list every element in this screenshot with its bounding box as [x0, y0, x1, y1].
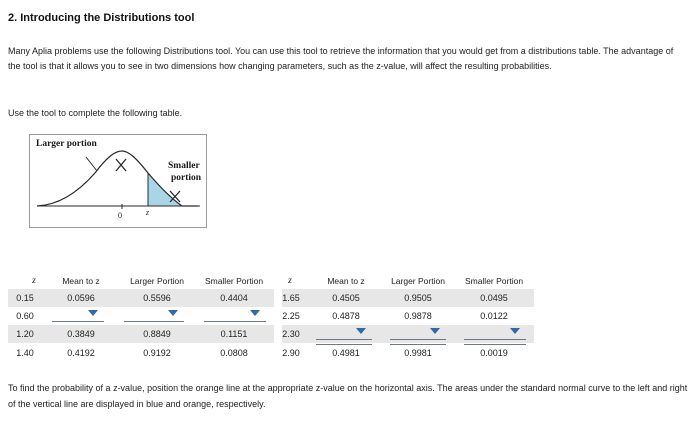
table-cell: 0.9878: [404, 311, 432, 321]
table-cell: 0.0808: [220, 348, 248, 358]
table-cell: 0.60: [16, 311, 34, 321]
table-cell: 2.25: [282, 311, 300, 321]
table-cell: 0.4404: [220, 293, 248, 303]
header-z: z: [32, 276, 36, 286]
table-cell: 0.4878: [332, 311, 360, 321]
intro-paragraph: Many Aplia problems use the following Distributions tool. You can use this tool to retrieve the information that you would get from a distributions table. The advantage of the tool is that it allows you to see in two dimensions how changing parameters, such as the z-value, will affect the resulting probabilities.: [8, 46, 674, 71]
larger-portion-dropdown-row2[interactable]: [124, 307, 184, 322]
answer-underline: [390, 344, 446, 345]
pointer-larger: [86, 157, 97, 171]
table-cell: 0.5596: [143, 293, 171, 303]
smaller-portion-label-2: portion: [171, 173, 202, 183]
header-larger-portion: Larger Portion: [130, 276, 184, 286]
table-cell: 0.4981: [332, 348, 360, 358]
table-cell: 1.65: [282, 293, 300, 303]
chevron-down-icon: [356, 328, 366, 334]
table-cell: 1.40: [16, 348, 34, 358]
smaller-portion-dropdown-row2[interactable]: [204, 307, 266, 322]
header-smaller-portion: Smaller Portion: [204, 276, 264, 286]
axis-z-label: z: [146, 208, 150, 217]
table-cell: 2.90: [282, 348, 300, 358]
mean-to-z-dropdown-row2[interactable]: [52, 307, 104, 322]
instruction-text: Use the tool to complete the following table.: [8, 108, 183, 118]
distribution-table: [0, 270, 700, 370]
table-cell: 1.20: [16, 329, 34, 339]
table-cell: 0.0019: [480, 348, 508, 358]
table-cell: 0.9505: [404, 293, 432, 303]
chevron-down-icon: [430, 328, 440, 334]
header-z-right: z: [288, 276, 292, 286]
answer-underline: [464, 344, 526, 345]
distribution-figure: [29, 134, 207, 228]
table-cell: 0.4505: [332, 293, 360, 303]
mean-to-z-dropdown-row3-right[interactable]: [316, 325, 372, 340]
axis-zero-label: 0: [118, 211, 122, 220]
chevron-down-icon: [168, 310, 178, 316]
chevron-down-icon: [88, 310, 98, 316]
table-cell: 0.15: [16, 293, 34, 303]
larger-portion-dropdown-row3-right[interactable]: [390, 325, 446, 340]
answer-underline: [316, 344, 372, 345]
table-cell: 0.9192: [143, 348, 171, 358]
header-larger-portion-right: Larger Portion: [391, 276, 445, 286]
table-cell: 0.1151: [220, 329, 248, 339]
table-cell: 0.4192: [67, 348, 95, 358]
page-title: 2. Introducing the Distributions tool: [8, 12, 195, 24]
larger-portion-label: Larger portion: [36, 139, 97, 149]
table-cell: 0.0596: [67, 293, 95, 303]
table-cell: 0.0122: [480, 311, 508, 321]
header-mean-to-z: Mean to z: [62, 276, 100, 286]
table-cell: 0.8849: [143, 329, 171, 339]
smaller-portion-label-1: Smaller: [168, 161, 200, 171]
smaller-portion-dropdown-row3-right[interactable]: [464, 325, 526, 340]
chevron-down-icon: [510, 328, 520, 334]
footnote-text: To find the probability of a z-value, position the orange line at the appropriate z-value on the horizontal axis. The areas under the standard normal curve to the left and right of the vertical line are displayed in blue and orange, respectively.: [8, 383, 688, 409]
table-cell: 0.9981: [404, 348, 432, 358]
header-smaller-portion-right: Smaller Portion: [464, 276, 524, 286]
header-mean-to-z-right: Mean to z: [327, 276, 365, 286]
table-cell: 0.3849: [67, 329, 95, 339]
table-cell: 2.30: [282, 329, 300, 339]
chevron-down-icon: [250, 310, 260, 316]
table-cell: 0.0495: [480, 293, 508, 303]
